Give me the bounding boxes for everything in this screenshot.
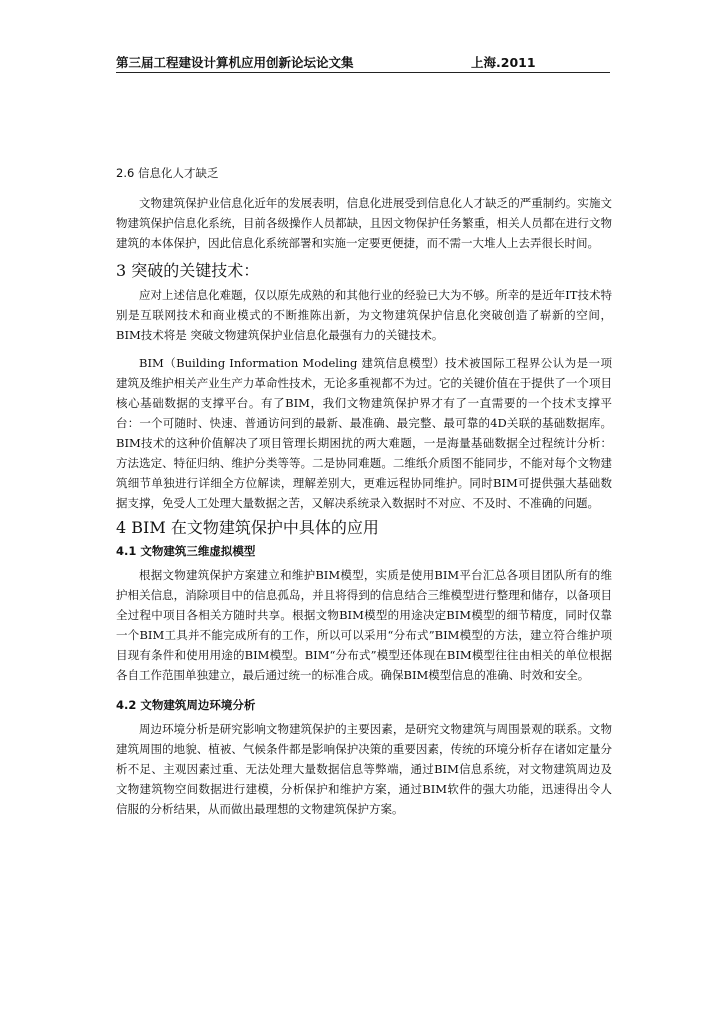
section-4-1-heading: 4.1 文物建筑三维虚拟模型 — [116, 544, 256, 558]
section-4-2-paragraph: 周边环境分析是研究影响文物建筑保护的主要因素，是研究文物建筑与周围景观的联系。文物建筑周围的地貌、植被、气候条件都是影响保护决策的重要因素，传统的环境分析存在诸如定量分析不足、主观因素过重、无法处理大量数据信息等弊端，通过BIM信息系统，对文物建筑周边及文物建筑物空间数据进行建模，分析保护和维护方案，通过BIM软件的强大功能，迅速得出令人信服的分析结果，从而做出最理想的文物建筑保护方案。 — [116, 722, 612, 816]
section-3-paragraph-1: 应对上述信息化难题，仅以原先成熟的和其他行业的经验已大为不够。所幸的是近年IT技术特别是互联网技术和商业模式的不断推陈出新，为文物建筑保护信息化突破创造了崭新的空间，BIM技术将是 突破文物建筑保护业信息化最强有力的关键技术。 — [116, 288, 612, 342]
document-body — [116, 165, 612, 819]
section-2-6-heading: 2.6 信息化人才缺乏 — [116, 166, 219, 180]
section-3-heading: 3 突破的关键技术： — [116, 261, 260, 280]
header-location-year: 上海.2011 — [471, 55, 536, 70]
section-4-1-paragraph: 根据文物建筑保护方案建立和维护BIM模型，实质是使用BIM平台汇总各项目团队所有的维护相关信息，消除项目中的信息孤岛，并且将得到的信息结合三维模型进行整理和储存，以备项目全过程中项目各相关方随时共享。根据文物BIM模型的用途决定BIM模型的细节精度，同时仅靠一个BIM工具并不能完成所有的工作，所以可以采用“分布式”BIM模型的方法，建立符合维护项目现有条件和使用用途的BIM模型。BIM“分布式”模型还体现在BIM模型往往由相关的单位根据各自工作范围单独建立，最后通过统一的标准合成。确保BIM模型信息的准确、时效和安全。 — [116, 568, 612, 682]
page-header — [116, 52, 610, 73]
section-4-2-heading: 4.2 文物建筑周边环境分析 — [116, 698, 256, 712]
section-2-6-paragraph: 文物建筑保护业信息化近年的发展表明，信息化进展受到信息化人才缺乏的严重制约。实施文物建筑保护信息化系统，目前各级操作人员都缺，且因文物保护任务繁重，相关人员都在进行文物建筑的本体保护，因此信息化系统部署和实施一定要更便捷，而不需一大堆人上去弄很长时间。 — [116, 196, 612, 250]
header-title: 第三届工程建设计算机应用创新论坛论文集 — [116, 55, 354, 70]
section-3-paragraph-2: BIM（Building Information Modeling 建筑信息模型）技术被国际工程界公认为是一项建筑及维护相关产业生产力革命性技术，无论多重视都不为过。它的关键价值在于提供了一个项目核心基础数据的支撑平台。有了BIM，我们文物建筑保护界才有了一直需要的一个技术支撑平台：一个可随时、快速、普通访问到的最新、最准确、最完整、最可靠的4D关联的基础数据库。BIM技术的这种价值解决了项目管理长期困扰的两大难题，一是海量基础数据全过程统计分析：方法选定、特征归纳、维护分类等等。二是协同难题。二维纸介质图不能同步，不能对每个文物建筑细节单独进行详细全方位解读，理解差别大，更难远程协同维护。同时BIM可提供强大基础数据支撑，免受人工处理大量数据之苦，又解决系统录入数据时不对应、不及时、不准确的问题。 — [116, 356, 612, 510]
section-4-heading: 4 BIM 在文物建筑保护中具体的应用 — [116, 518, 379, 537]
